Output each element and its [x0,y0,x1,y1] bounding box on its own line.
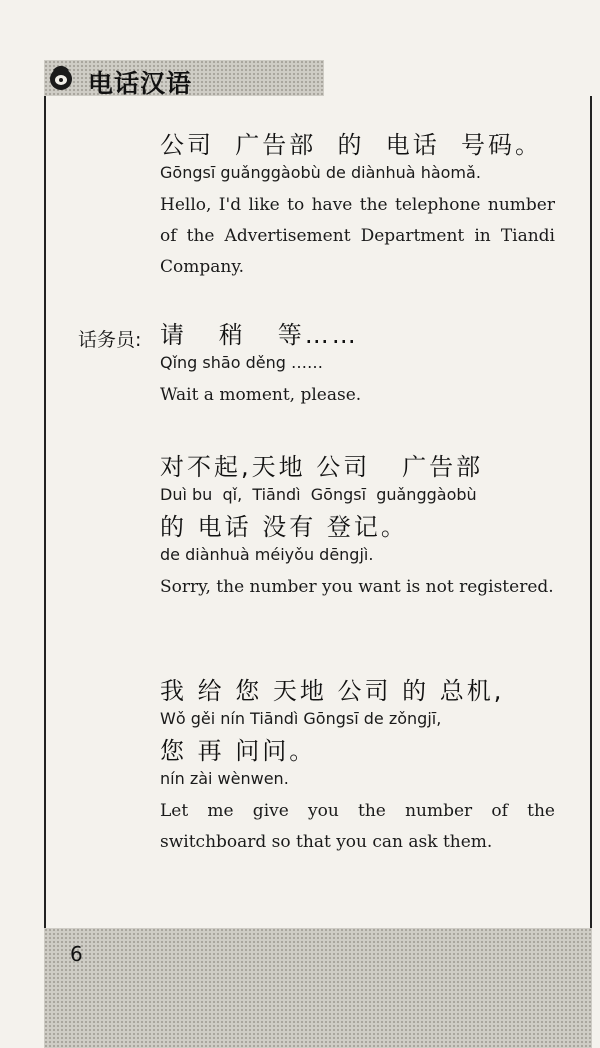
dialogue-block-2 [160,320,555,411]
chinese-line: 我 给 您 天地 公司 的 总机, [160,677,505,705]
header-title: 电话汉语 [88,69,193,98]
pinyin-line: nín zài wènwen. [160,769,289,788]
telephone-logo-icon [46,62,76,92]
english-translation: Sorry, the number you want is not registered. [160,577,554,597]
page-number: 6 [70,942,83,966]
chinese-line: 的 电话 没有 登记。 [160,513,408,541]
english-translation: Let me give you the number of the switchboard so that you can ask them. [160,801,555,852]
english-translation: Hello, I'd like to have the telephone number of the Advertisement Department in Tiandi Company. [160,195,555,277]
dialogue-block-1 [160,130,555,283]
dialogue-block-4 [160,676,555,858]
english-translation: Wait a moment, please. [160,385,362,405]
pinyin-line: Qǐng shāo děng …… [160,353,323,372]
chinese-line: 公司 广告部 的 电话 号码。 [160,131,543,159]
dialogue-block-3 [160,452,555,603]
footer-halftone-band [44,928,592,1048]
pinyin-line: Wǒ gěi nín Tiāndì Gōngsī de zǒngjī, [160,709,442,728]
speaker-label: 话务员: [78,329,142,351]
pinyin-line: Duì bu qǐ, Tiāndì Gōngsī guǎnggàobù [160,485,477,504]
pinyin-line: Gōngsī guǎnggàobù de diànhuà hàomǎ. [160,163,481,182]
chinese-line: 对不起,天地 公司 广告部 [160,453,484,481]
chinese-line: 请 稍 等…… [160,321,359,349]
pinyin-line: de diànhuà méiyǒu dēngjì. [160,545,374,564]
chinese-line: 您 再 问问。 [160,737,317,765]
